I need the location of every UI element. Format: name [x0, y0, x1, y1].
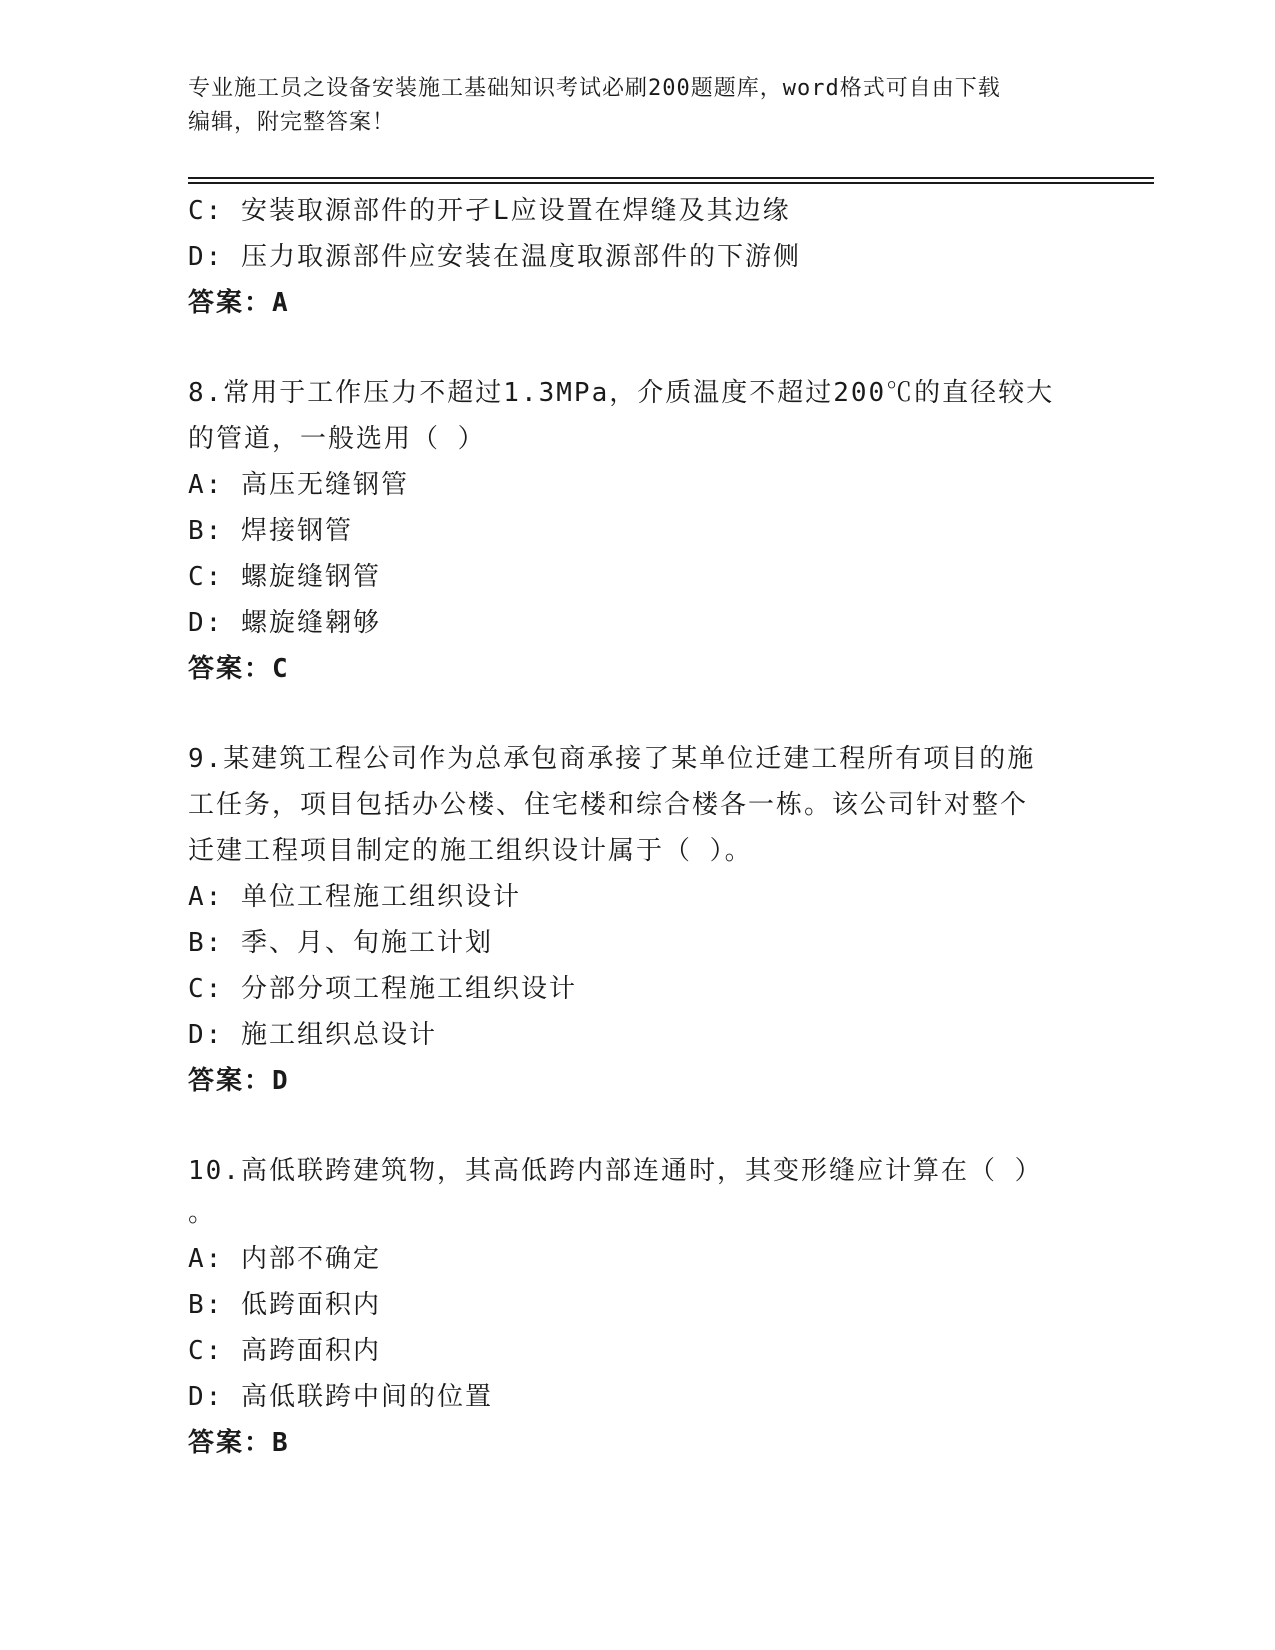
header-divider-bottom	[188, 182, 1154, 184]
spacer	[188, 692, 1068, 736]
document-header	[188, 72, 1068, 140]
option-c: C: 分部分项工程施工组织设计	[188, 974, 577, 1004]
question-7-tail	[188, 188, 1068, 326]
question-10	[188, 1148, 1068, 1466]
question-8	[188, 370, 1068, 692]
option-c: C: 螺旋缝钢管	[188, 562, 381, 592]
answer-label: 答案：B	[188, 1428, 290, 1458]
option-d: D: 螺旋缝翱够	[188, 608, 381, 638]
header-divider-top	[188, 177, 1154, 179]
spacer	[188, 1104, 1068, 1148]
option-a: A: 高压无缝钢管	[188, 470, 409, 500]
question-text-line: 工任务，项目包括办公楼、住宅楼和综合楼各一栋。该公司针对整个	[188, 790, 1029, 820]
answer-label: 答案：D	[188, 1066, 290, 1096]
option-a: A: 内部不确定	[188, 1244, 381, 1274]
answer-label: 答案：C	[188, 654, 290, 684]
option-c: C: 安装取源部件的开孑L应设置在焊缝及其边缘	[188, 196, 791, 226]
option-b: B: 低跨面积内	[188, 1290, 381, 1320]
option-d: D: 施工组织总设计	[188, 1020, 437, 1050]
question-text-line: 10.高低联跨建筑物，其高低跨内部连通时，其变形缝应计算在（ ）	[188, 1156, 1043, 1186]
option-b: B: 季、月、旬施工计划	[188, 928, 493, 958]
question-9	[188, 736, 1068, 1104]
question-text-line: 的管道，一般选用（ ）	[188, 424, 486, 454]
spacer	[188, 326, 1068, 370]
header-line-2: 编辑，附完整答案！	[188, 110, 396, 135]
option-a: A: 单位工程施工组织设计	[188, 882, 521, 912]
question-text-line: 。	[188, 1198, 217, 1228]
answer-label: 答案：A	[188, 288, 290, 318]
option-d: D: 高低联跨中间的位置	[188, 1382, 493, 1412]
option-c: C: 高跨面积内	[188, 1336, 381, 1366]
header-line-1: 专业施工员之设备安装施工基础知识考试必刷200题题库，word格式可自由下载	[188, 76, 1001, 101]
option-d: D: 压力取源部件应安装在温度取源部件的下游侧	[188, 242, 801, 272]
question-text-line: 9.某建筑工程公司作为总承包商承接了某单位迁建工程所有项目的施	[188, 744, 1036, 774]
document-body	[188, 188, 1068, 1466]
option-b: B: 焊接钢管	[188, 516, 353, 546]
question-text-line: 迁建工程项目制定的施工组织设计属于（ ）。	[188, 836, 753, 866]
question-text-line: 8.常用于工作压力不超过1.3MPa，介质温度不超过200℃的直径较大	[188, 378, 1055, 408]
